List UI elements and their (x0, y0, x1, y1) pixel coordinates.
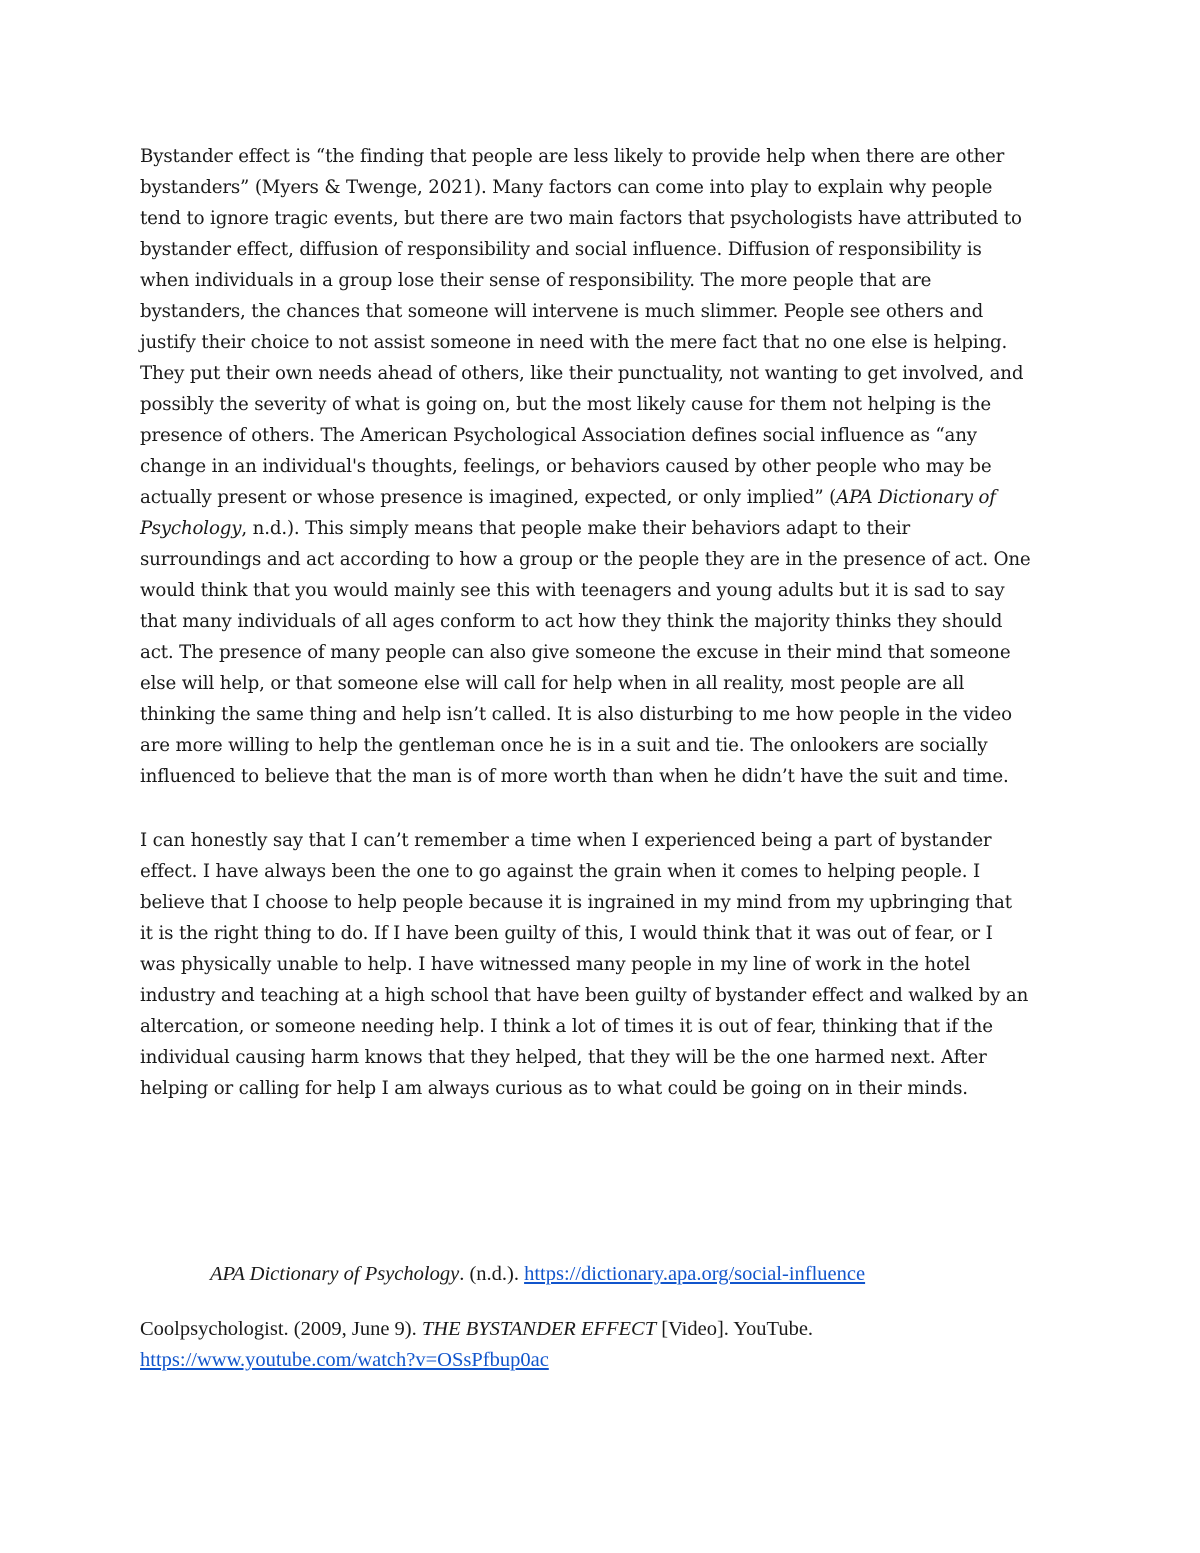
paragraph-1-line: surroundings and act according to how a group or the people they are in the presence of act. One (140, 549, 1031, 570)
paragraph-1-line: would think that you would mainly see this with teenagers and young adults but it is sad to say (140, 580, 1005, 601)
paragraph-2-line: altercation, or someone needing help. I think a lot of times it is out of fear, thinking that if the (140, 1016, 993, 1037)
paragraph-1-line: that many individuals of all ages conform to act how they think the majority thinks they should (140, 611, 1003, 632)
paragraph-1-line: else will help, or that someone else will call for help when in all reality, most people are all (140, 673, 965, 694)
paragraph-1-line: They put their own needs ahead of others, like their punctuality, not wanting to get involved, and (140, 363, 1024, 384)
paragraph-2 (140, 825, 1062, 1104)
italic-source-title: APA Dictionary of (836, 487, 996, 508)
paragraph-1-line (140, 513, 1062, 544)
paragraph-2-line: helping or calling for help I am always curious as to what could be going on in their minds. (140, 1078, 968, 1099)
paragraph-2-line: individual causing harm knows that they helped, that they will be the one harmed next. After (140, 1047, 987, 1068)
line-text: , n.d.). This simply means that people make their behaviors adapt to their (241, 518, 911, 539)
reference-line (210, 1259, 1132, 1290)
paragraph-1-line: bystander effect, diffusion of responsibility and social influence. Diffusion of responsibility is (140, 239, 982, 260)
reference-youtube-video (140, 1314, 1062, 1376)
paragraph-2-line: believe that I choose to help people because it is ingrained in my mind from my upbringing that (140, 892, 1012, 913)
paragraph-1 (140, 141, 1062, 792)
paragraph-1-line: thinking the same thing and help isn’t called. It is also disturbing to me how people in the video (140, 704, 1012, 725)
reference-title: APA Dictionary of Psychology (210, 1263, 460, 1285)
paragraph-2-line: effect. I have always been the one to go against the grain when it comes to helping people. I (140, 861, 981, 882)
reference-link[interactable]: https://www.youtube.com/watch?v=OSsPfbup0ac (140, 1349, 549, 1371)
reference-date: . (n.d.). (459, 1263, 525, 1285)
line-text: actually present or whose presence is imagined, expected, or only implied” ( (140, 487, 837, 508)
paragraph-1-line: change in an individual's thoughts, feelings, or behaviors caused by other people who may be (140, 456, 992, 477)
paragraph-2-line: it is the right thing to do. If I have been guilty of this, I would think that it was out of fear, or I (140, 923, 993, 944)
reference-title: THE BYSTANDER EFFECT (421, 1318, 657, 1340)
paragraph-1-line: act. The presence of many people can also give someone the excuse in their mind that someone (140, 642, 1011, 663)
paragraph-1-line: Bystander effect is “the finding that people are less likely to provide help when there are other (140, 146, 1005, 167)
italic-source-title: Psychology (140, 518, 242, 539)
paragraph-2-line: I can honestly say that I can’t remember a time when I experienced being a part of bystander (140, 830, 992, 851)
paragraph-1-line: justify their choice to not assist someone in need with the mere fact that no one else is helping. (140, 332, 1008, 353)
paragraph-1-line (140, 482, 1062, 513)
reference-apa-dictionary (140, 1259, 1132, 1290)
reference-author-date: Coolpsychologist. (2009, June 9). (140, 1318, 422, 1340)
reference-line (140, 1345, 1062, 1376)
paragraph-2-line: industry and teaching at a high school that have been guilty of bystander effect and walked by an (140, 985, 1029, 1006)
paragraph-1-line: bystanders, the chances that someone will intervene is much slimmer. People see others and (140, 301, 984, 322)
reference-link[interactable]: https://dictionary.apa.org/social-influence (524, 1263, 866, 1285)
paragraph-1-line: bystanders” (Myers & Twenge, 2021). Many factors can come into play to explain why people (140, 177, 993, 198)
reference-line (140, 1314, 1062, 1345)
paragraph-1-line: are more willing to help the gentleman once he is in a suit and tie. The onlookers are socially (140, 735, 988, 756)
paragraph-1-line: when individuals in a group lose their sense of responsibility. The more people that are (140, 270, 932, 291)
paragraph-1-line: influenced to believe that the man is of more worth than when he didn’t have the suit and time. (140, 766, 1009, 787)
paragraph-1-line: presence of others. The American Psychological Association defines social influence as “any (140, 425, 977, 446)
paragraph-1-line: tend to ignore tragic events, but there are two main factors that psychologists have attributed to (140, 208, 1022, 229)
paragraph-1-line: possibly the severity of what is going on, but the most likely cause for them not helping is the (140, 394, 992, 415)
reference-source: [Video]. YouTube. (656, 1318, 814, 1340)
paragraph-2-line: was physically unable to help. I have witnessed many people in my line of work in the hotel (140, 954, 971, 975)
